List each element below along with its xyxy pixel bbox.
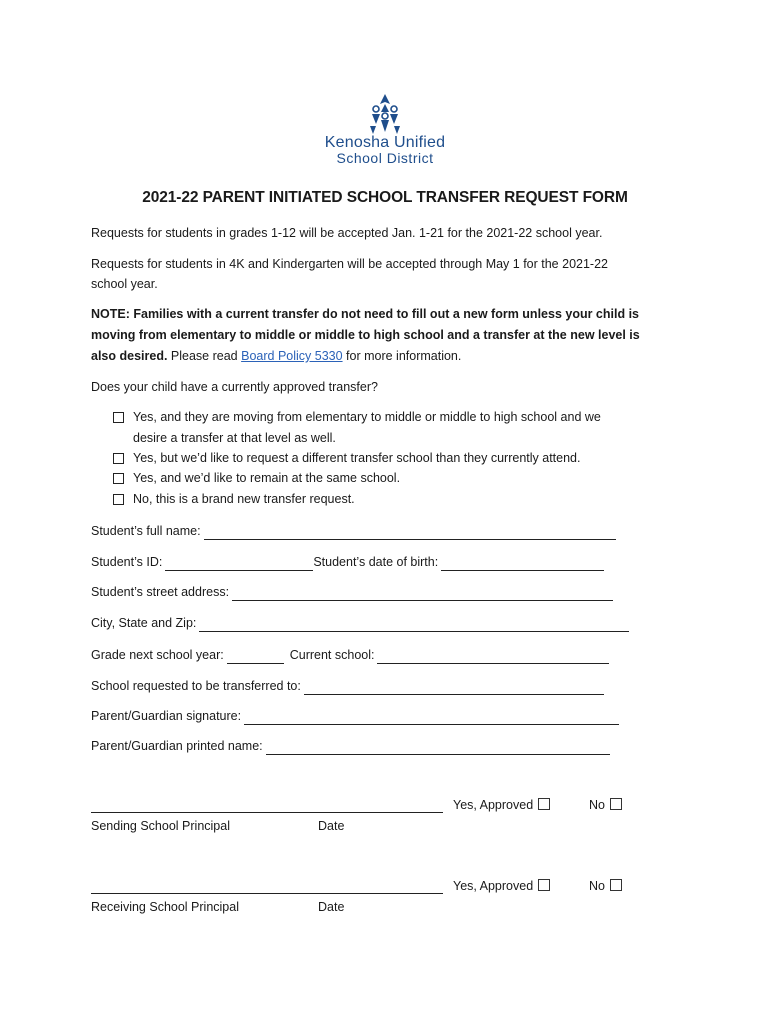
dob-label: Student’s date of birth: xyxy=(313,555,439,569)
kusd-emblem-icon xyxy=(360,92,410,136)
receiving-principal-signature-line[interactable] xyxy=(91,893,443,894)
option-2-text: Yes, but we’d like to request a different transfer school than they currently attend. xyxy=(133,451,581,465)
logo-line1: Kenosha Unified xyxy=(324,134,446,151)
option-3-text: Yes, and we’d like to remain at the same school. xyxy=(133,471,401,485)
logo-line2: School District xyxy=(336,150,434,166)
sending-no-label: No xyxy=(589,798,605,812)
current-school-field[interactable] xyxy=(377,649,609,664)
sending-date-label: Date xyxy=(318,819,345,833)
id-dob-row xyxy=(91,553,604,571)
full-name-row xyxy=(91,522,616,540)
receiving-yes-label: Yes, Approved xyxy=(453,879,534,893)
requested-school-field[interactable] xyxy=(304,680,604,695)
receiving-no-label: No xyxy=(589,879,605,893)
option-new-request[interactable] xyxy=(113,489,355,510)
option-different-school[interactable] xyxy=(113,448,581,469)
street-field[interactable] xyxy=(232,586,613,601)
sending-yes-approved[interactable] xyxy=(453,798,550,812)
sending-no-checkbox[interactable] xyxy=(610,798,622,810)
sending-principal-label: Sending School Principal xyxy=(91,819,230,833)
note-post-link: for more information. xyxy=(342,349,462,363)
note-line1-text: NOTE: Families with a current transfer do not need to fill out a new form unless your child is xyxy=(91,307,639,321)
printed-name-row xyxy=(91,737,610,755)
city-row xyxy=(91,614,629,632)
sending-yes-label: Yes, Approved xyxy=(453,798,534,812)
checkbox-icon[interactable] xyxy=(113,412,124,423)
grade-label: Grade next school year: xyxy=(91,648,224,662)
receiving-principal-label: Receiving School Principal xyxy=(91,900,239,914)
signature-row xyxy=(91,707,619,725)
checkbox-icon[interactable] xyxy=(113,473,124,484)
option-moving-levels[interactable] xyxy=(113,407,601,449)
sending-principal-signature-line[interactable] xyxy=(91,812,443,813)
printed-name-label: Parent/Guardian printed name: xyxy=(91,739,263,753)
note-line3 xyxy=(91,346,461,367)
intro-grades-text: Requests for students in grades 1-12 will be accepted Jan. 1-21 for the 2021-22 school year. xyxy=(91,226,603,240)
note-pre-link: Please read xyxy=(167,349,242,363)
note-bold-text: also desired. xyxy=(91,349,168,363)
full-name-field[interactable] xyxy=(204,525,616,540)
sending-no[interactable] xyxy=(589,798,622,812)
signature-field[interactable] xyxy=(244,710,619,725)
intro-4k-text-line1: Requests for students in 4K and Kindergarten will be accepted through May 1 for the 2021-22 xyxy=(91,257,608,271)
requested-school-label: School requested to be transferred to: xyxy=(91,679,301,693)
option-4-text: No, this is a brand new transfer request. xyxy=(133,492,355,506)
receiving-date-label: Date xyxy=(318,900,345,914)
intro-4k-text-line2: school year. xyxy=(91,277,158,291)
grade-field[interactable] xyxy=(227,649,284,664)
signature-label: Parent/Guardian signature: xyxy=(91,709,242,723)
district-logo xyxy=(310,92,460,170)
checkbox-icon[interactable] xyxy=(113,494,124,505)
requested-school-row xyxy=(91,677,604,695)
option-same-school[interactable] xyxy=(113,468,400,489)
checkbox-icon[interactable] xyxy=(113,453,124,464)
note-line2 xyxy=(91,325,640,346)
receiving-no[interactable] xyxy=(589,879,622,893)
student-id-label: Student’s ID: xyxy=(91,555,163,569)
note-line2-text: moving from elementary to middle or middle to high school and a transfer at the new level is xyxy=(91,328,640,342)
receiving-no-checkbox[interactable] xyxy=(610,879,622,891)
note-line1 xyxy=(91,304,639,325)
full-name-label: Student’s full name: xyxy=(91,524,201,538)
student-id-field[interactable] xyxy=(165,556,313,571)
grade-school-row xyxy=(91,646,609,664)
printed-name-field[interactable] xyxy=(266,740,610,755)
transfer-question: Does your child have a currently approved transfer? xyxy=(91,380,378,394)
street-label: Student’s street address: xyxy=(91,585,230,599)
board-policy-link[interactable]: Board Policy 5330 xyxy=(241,349,343,363)
receiving-yes-checkbox[interactable] xyxy=(538,879,550,891)
dob-field[interactable] xyxy=(441,556,604,571)
sending-yes-checkbox[interactable] xyxy=(538,798,550,810)
city-field[interactable] xyxy=(199,617,629,632)
option-1-line2: desire a transfer at that level as well. xyxy=(133,431,336,445)
receiving-yes-approved[interactable] xyxy=(453,879,550,893)
current-school-label: Current school: xyxy=(289,648,375,662)
city-label: City, State and Zip: xyxy=(91,616,197,630)
street-row xyxy=(91,583,613,601)
option-1-line1: Yes, and they are moving from elementary to middle or middle to high school and we xyxy=(133,410,601,424)
form-title: 2021-22 PARENT INITIATED SCHOOL TRANSFER REQUEST FORM xyxy=(142,189,628,206)
